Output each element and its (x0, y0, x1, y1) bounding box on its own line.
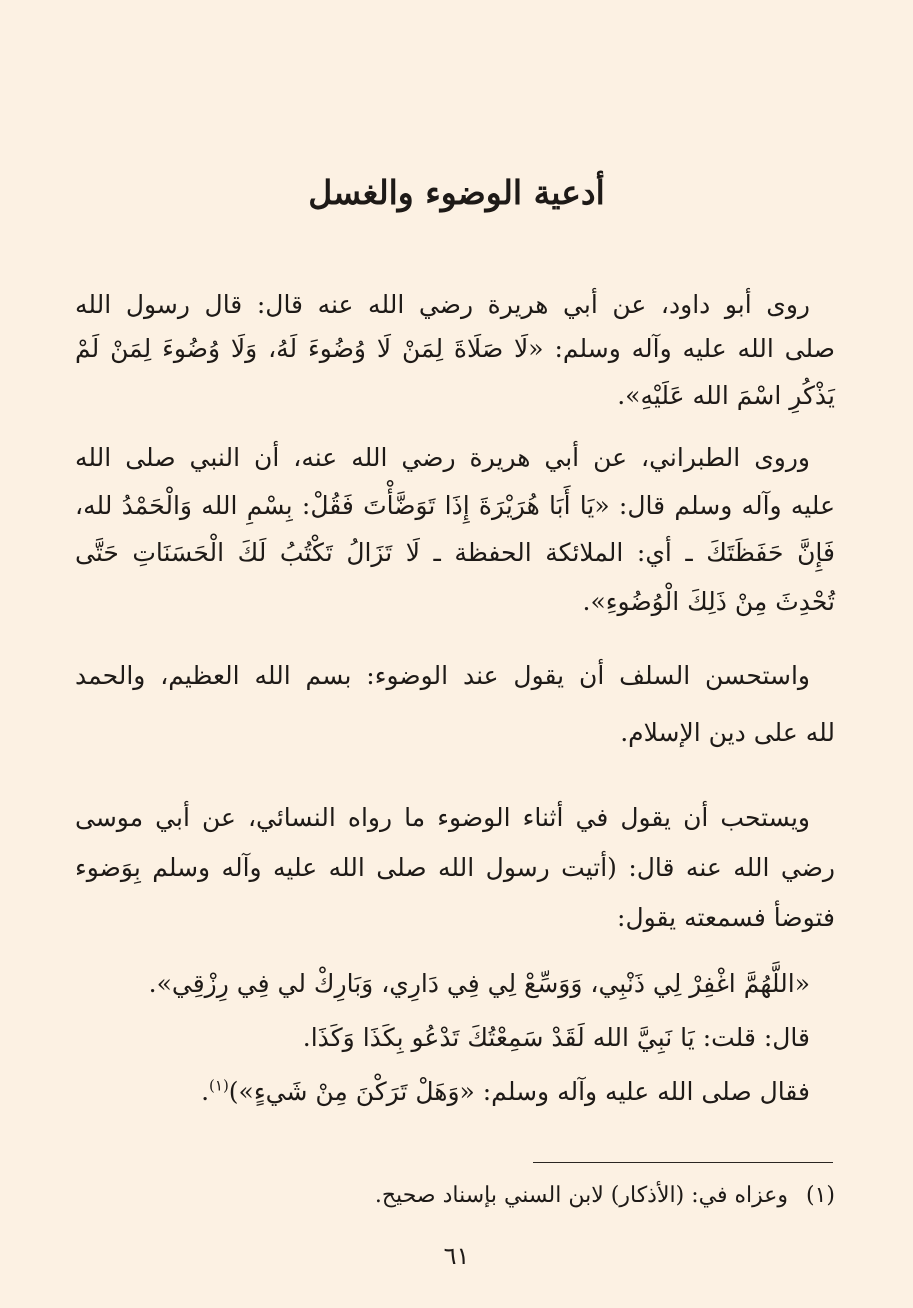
question-line: قال: قلت: يَا نَبِيَّ الله لَقَدْ سَمِعْتُكَ تَدْعُو بِكَذَا وَكَذَا. (302, 1023, 810, 1052)
paragraph-1-line-3: يَذْكُرِ اسْمَ الله عَلَيْهِ». (617, 381, 835, 410)
paragraph-3-line-2: لله على دين الإسلام. (620, 718, 835, 747)
paragraph-3-line-1: واستحسن السلف أن يقول عند الوضوء: بسم الله العظيم، والحمد (75, 661, 810, 690)
answer-text: فقال صلى الله عليه وآله وسلم: «وَهَلْ تَرَكْنَ مِنْ شَيءٍ») (228, 1077, 810, 1106)
answer-line (75, 1070, 810, 1114)
paragraph-1-line-1: روى أبو داود، عن أبي هريرة رضي الله عنه قال: قال رسول الله (75, 290, 810, 319)
paragraph-2-line-3: فَإِنَّ حَفَظَتَكَ ـ أي: الملائكة الحفظة ـ لَا تَزَالُ تَكْتُبُ لَكَ الْحَسَنَاتِ حَتَّى (75, 538, 835, 567)
page-number: ٦١ (443, 1242, 470, 1270)
paragraph-1-line-2: صلى الله عليه وآله وسلم: «لَا صَلَاةَ لِمَنْ لَا وُضُوءَ لَهُ، وَلَا وُضُوءَ لِمَنْ لَمْ (75, 334, 835, 363)
footnote (375, 1176, 835, 1216)
footnote-number: (١) (805, 1183, 835, 1208)
supplication-line: «اللَّهُمَّ اغْفِرْ لِي ذَنْبِي، وَوَسِّعْ لِي فِي دَارِي، وَبَارِكْ لي فِي رِزْقِي». (148, 969, 810, 998)
footnote-text: وعزاه في: (الأذكار) لابن السني بإسناد صحيح. (374, 1183, 788, 1208)
chapter-title: أدعية الوضوء والغسل (308, 173, 605, 212)
paragraph-2-line-4: تُحْدِثَ مِنْ ذَلِكَ الْوُضُوءِ». (582, 587, 835, 616)
paragraph-4-line-2: رضي الله عنه قال: (أتيت رسول الله صلى الله عليه وآله وسلم بِوَضوء (75, 853, 835, 882)
footnote-divider (533, 1162, 833, 1163)
paragraph-2-line-1: وروى الطبراني، عن أبي هريرة رضي الله عنه، أن النبي صلى الله (75, 443, 810, 472)
footnote-reference[interactable]: (١) (209, 1076, 229, 1095)
answer-trailing: . (201, 1077, 210, 1106)
paragraph-2-line-2: عليه وآله وسلم قال: «يَا أَبَا هُرَيْرَةَ إِذَا تَوَضَّأْتَ فَقُلْ: بِسْمِ الله وَالْحَمْدُ لله، (75, 491, 835, 520)
paragraph-4-line-3: فتوضأ فسمعته يقول: (617, 903, 835, 932)
paragraph-4-line-1: ويستحب أن يقول في أثناء الوضوء ما رواه النسائي، عن أبي موسى (75, 803, 810, 832)
